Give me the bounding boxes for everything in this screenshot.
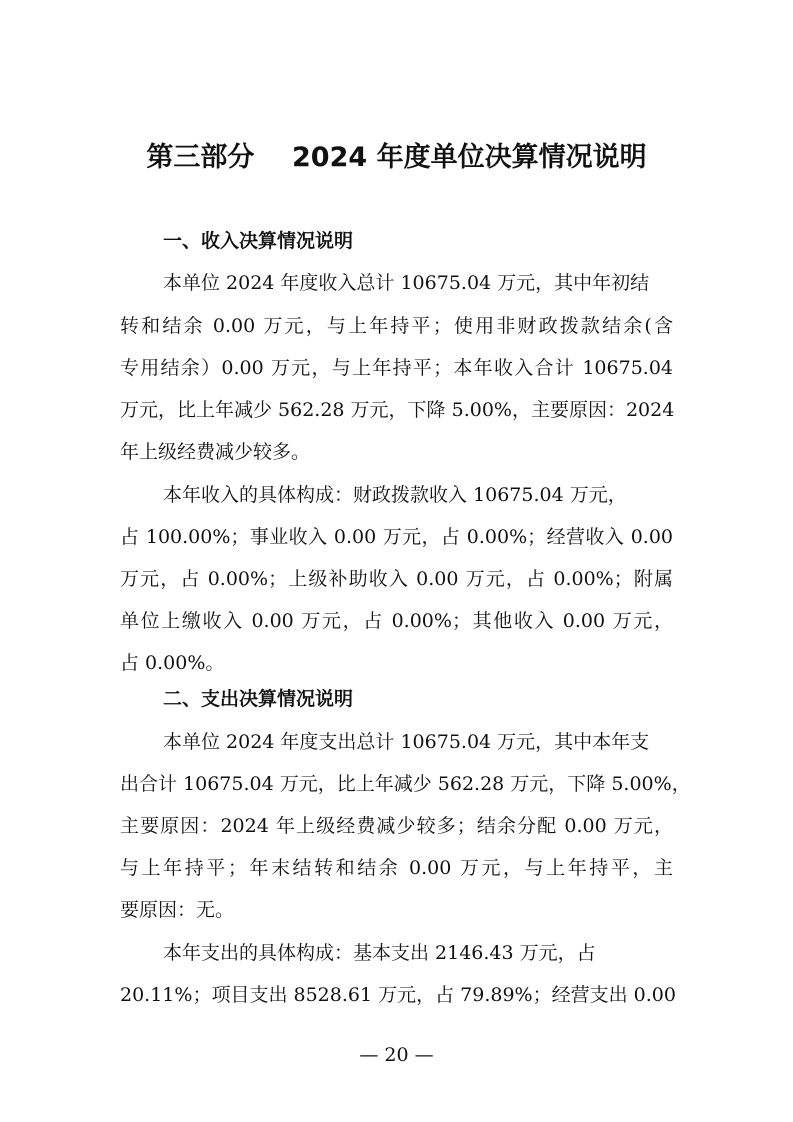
paragraph-line: 年上级经费减少较多。 [120, 441, 311, 463]
paragraph-line: 主要原因：2024 年上级经费减少较多；结余分配 0.00 万元， [120, 815, 673, 837]
section-heading-income: 一、收入决算情况说明 [163, 230, 354, 252]
paragraph-line: 占 0.00%。 [120, 652, 225, 674]
paragraph-line: 出合计 10675.04 万元，比上年减少 562.28 万元，下降 5.00%， [120, 773, 691, 795]
paragraph-line: 本单位 2024 年度支出总计 10675.04 万元，其中本年支 [163, 731, 650, 753]
paragraph-line: 单位上缴收入 0.00 万元，占 0.00%；其他收入 0.00 万元， [120, 610, 673, 632]
paragraph-line: 要原因：无。 [120, 899, 235, 921]
paragraph-line: 万元，占 0.00%；上级补助收入 0.00 万元，占 0.00%；附属 [120, 568, 673, 590]
page-number: — 20 — [359, 1044, 434, 1066]
paragraph-line: 与上年持平；年末结转和结余 0.00 万元，与上年持平，主 [120, 857, 673, 879]
paragraph-line: 本单位 2024 年度收入总计 10675.04 万元，其中年初结 [163, 272, 650, 294]
page-title: 第三部分 2024 年度单位决算情况说明 [146, 142, 647, 173]
paragraph-line: 本年支出的具体构成：基本支出 2146.43 万元，占 [163, 942, 596, 964]
paragraph-line: 本年收入的具体构成：财政拨款收入 10675.04 万元， [163, 484, 627, 506]
paragraph-line: 20.11%；项目支出 8528.61 万元，占 79.89%；经营支出 0.00 [120, 984, 676, 1006]
section-heading-expenditure: 二、支出决算情况说明 [163, 688, 354, 710]
paragraph-line: 专用结余）0.00 万元，与上年持平；本年收入合计 10675.04 [120, 357, 673, 379]
paragraph-line: 万元，比上年减少 562.28 万元，下降 5.00%，主要原因：2024 [120, 399, 675, 421]
paragraph-line: 占 100.00%；事业收入 0.00 万元，占 0.00%；经营收入 0.00 [120, 526, 673, 548]
paragraph-line: 转和结余 0.00 万元，与上年持平；使用非财政拨款结余(含 [120, 315, 673, 337]
